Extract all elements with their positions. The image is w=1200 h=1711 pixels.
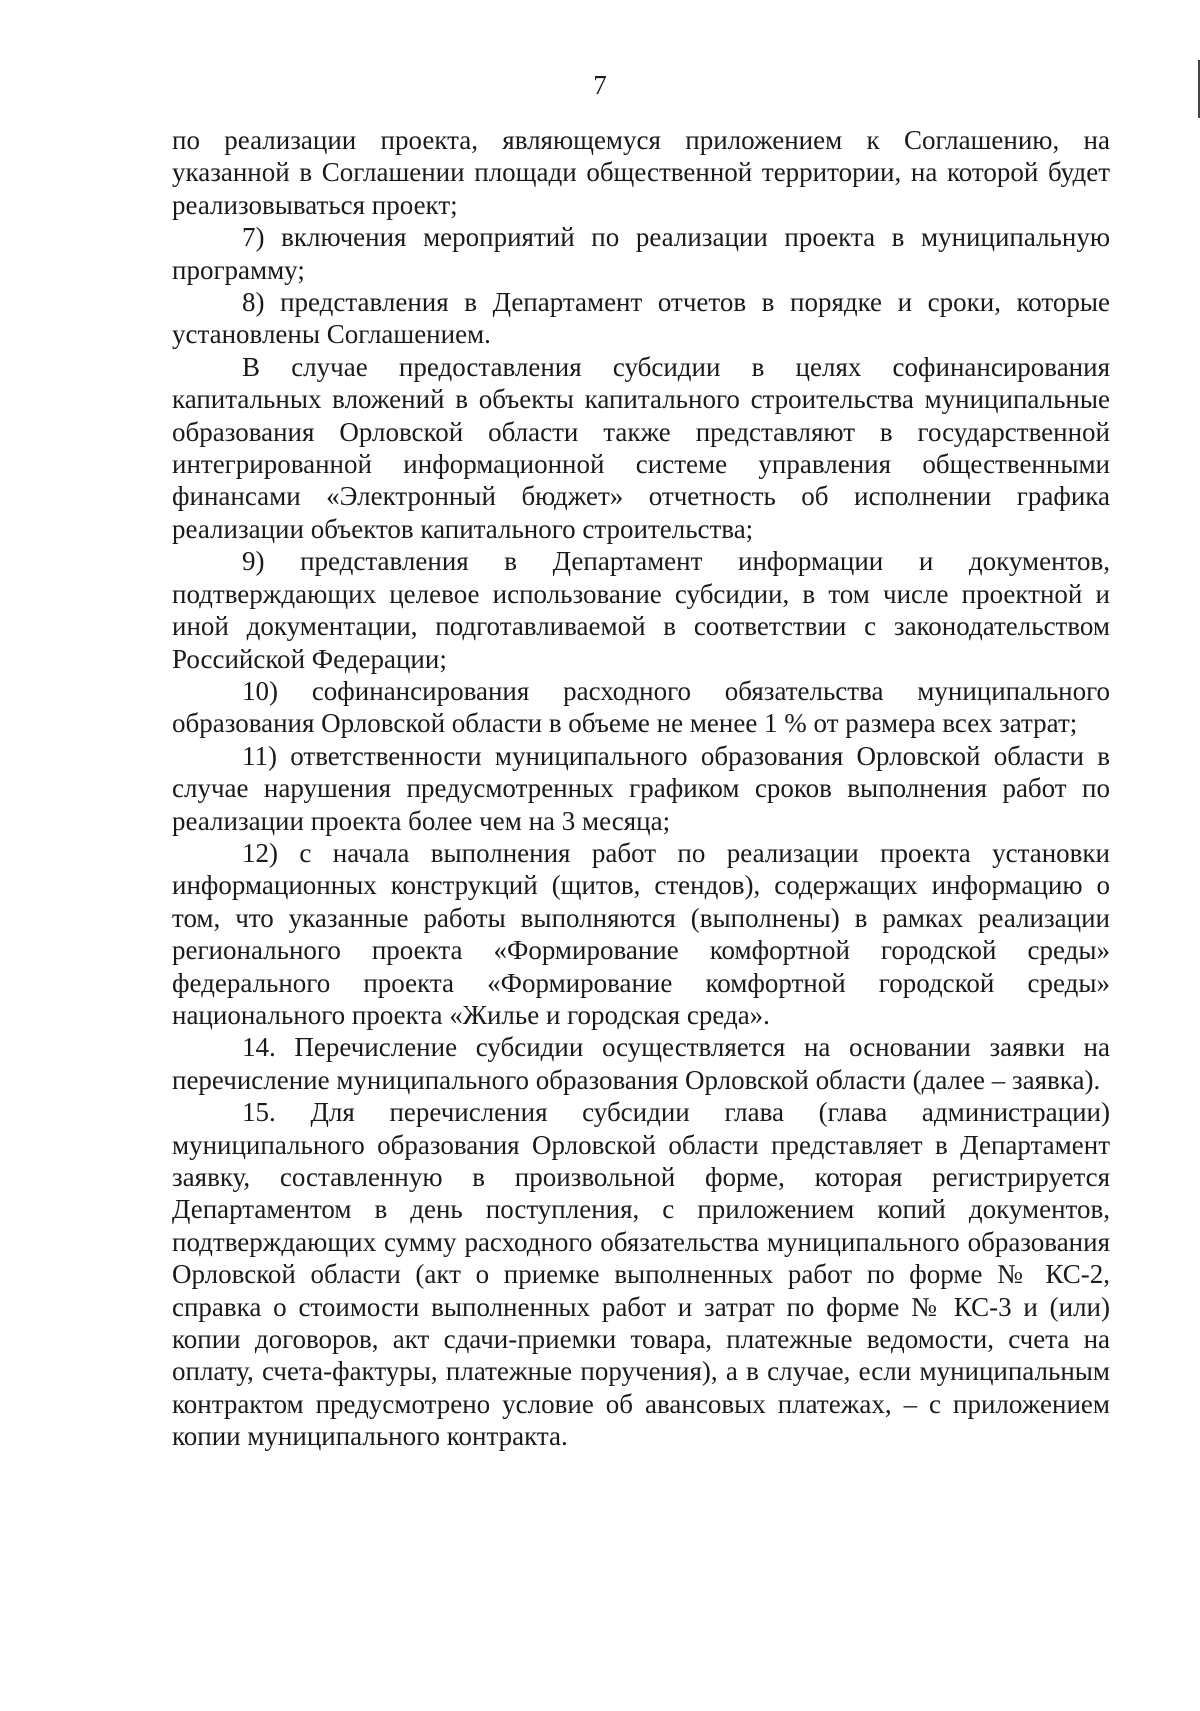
paragraph-item-11: 11) ответственности муниципального образования Орловской области в случае нарушения предусмотренных графиком сроков выполнения работ по реализации проекта более чем на 3 месяца; (172, 740, 1110, 836)
document-body (172, 124, 1110, 1453)
paragraph-capital-investment: В случае предоставления субсидии в целях софинансирования капитальных вложений в объекты капитального строительства муниципальные образования Орловской области также представляют в государственной интегрированной информационной системе управления общественными финансами «Электронный бюджет» отчетность об исполнении графика реализации объектов капитального строительства; (172, 351, 1110, 544)
paragraph-section-14: 14. Перечисление субсидии осуществляется на основании заявки на перечисление муниципального образования Орловской области (далее – заявка). (172, 1032, 1110, 1095)
paragraph-continuation: по реализации проекта, являющемуся приложением к Соглашению, на указанной в Соглашении площади общественной территории, на которой будет реализовываться проект; (172, 125, 1110, 220)
paragraph-item-9: 9) представления в Департамент информации и документов, подтверждающих целевое использование субсидии, в том числе проектной и иной документации, подготавливаемой в соответствии с законодательством Российской Федерации; (172, 546, 1110, 674)
page-number: 7 (593, 70, 607, 100)
paragraph-item-10: 10) софинансирования расходного обязательства муниципального образования Орловской области в объеме не менее 1 % от размера всех затрат; (172, 675, 1110, 739)
paragraph-item-7: 7) включения мероприятий по реализации проекта в муниципальную программу; (172, 222, 1110, 285)
paragraph-item-12: 12) с начала выполнения работ по реализации проекта установки информационных конструкций (щитов, стендов), содержащих информацию о том, что указанные работы выполняются (выполнены) в рамках реализации регионального проекта «Формирование комфортной городской среды» федерального проекта «Формирование комфортной городской среды» национального проекта «Жилье и городская среда». (172, 837, 1110, 1030)
paragraph-section-15: 15. Для перечисления субсидии глава (глава администрации) муниципального образования Орловской области представляет в Департамент заявку, составленную в произвольной форме, которая регистрируется Департаментом в день поступления, с приложением копий документов, подтверждающих сумму расходного обязательства муниципального образования Орловской области (акт о приемке выполненных работ по форме № КС-2, справка о стоимости выполненных работ и затрат по форме № КС-3 и (или) копии договоров, акт сдачи-приемки товара, платежные ведомости, счета на оплату, счета-фактуры, платежные поручения), а в случае, если муниципальным контрактом предусмотрено условие об авансовых платежах, – с приложением копии муниципального контракта. (172, 1097, 1110, 1452)
paragraph-item-8: 8) представления в Департамент отчетов в порядке и сроки, которые установлены Соглашением. (172, 287, 1110, 350)
